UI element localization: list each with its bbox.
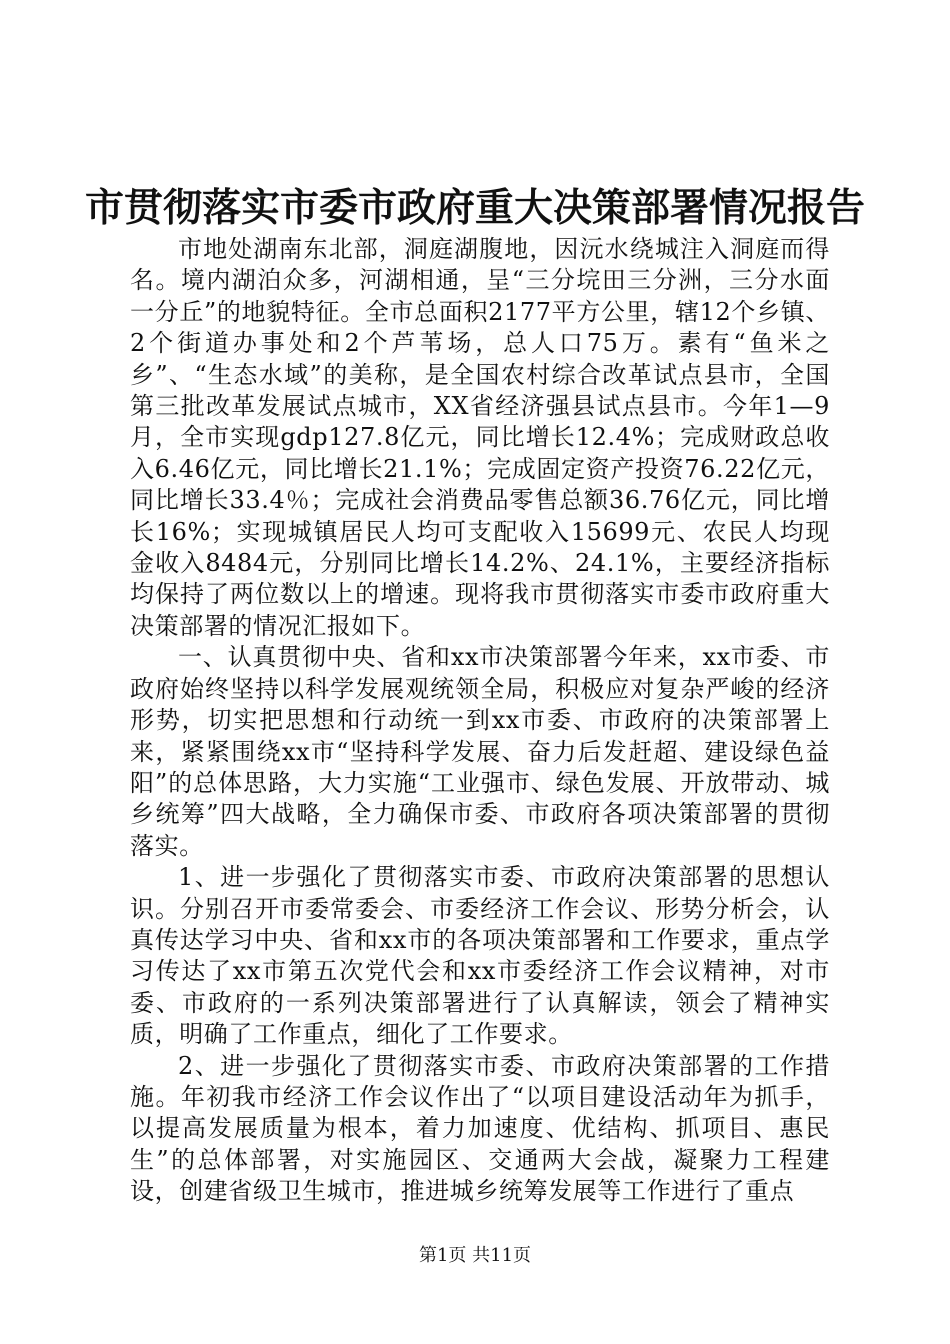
- paragraph-item-1: 1、进一步强化了贯彻落实市委、市政府决策部署的思想认识。分别召开市委常委会、市委经济工作会议、形势分析会，认真传达学习中央、省和xx市的各项决策部署和工作要求，重点学习传达了xx市第五次党代会和xx市委经济工作会议精神，对市委、市政府的一系列决策部署进行了认真解读，领会了精神实质，明确了工作重点，细化了工作要求。: [130, 863, 830, 1049]
- paragraph-item-2: 2、进一步强化了贯彻落实市委、市政府决策部署的工作措施。年初我市经济工作会议作出了“以项目建设活动年为抓手，以提高发展质量为根本，着力加速度、优结构、抓项目、惠民生”的总体部署，对实施园区、交通两大会战，凝聚力工程建设，创建省级卫生城市，推进城乡统筹发展等工作进行了重点: [130, 1051, 830, 1206]
- paragraph-intro: 市地处湖南东北部，洞庭湖腹地，因沅水绕城注入洞庭而得名。境内湖泊众多，河湖相通，呈“三分垸田三分洲，三分水面一分丘”的地貌特征。全市总面积2177平方公里，辖12个乡镇、2个街道办事处和2个芦苇场，总人口75万。素有“鱼米之乡”、“生态水域”的美称，是全国农村综合改革试点县市，全国第三批改革发展试点城市，XX省经济强县试点县市。今年1—9月，全市实现gdp127.8亿元，同比增长12.4%；完成财政总收入6.46亿元，同比增长21.1%；完成固定资产投资76.22亿元，同比增长33.4％；完成社会消费品零售总额36.76亿元，同比增长16%；实现城镇居民人均可支配收入15699元、农民人均现金收入8484元，分别同比增长14.2%、24.1%，主要经济指标均保持了两位数以上的增速。现将我市贯彻落实市委市政府重大决策部署的情况汇报如下。: [130, 235, 830, 640]
- document-body: [130, 234, 830, 1208]
- document-title: 市贯彻落实市委市政府重大决策部署情况报告: [84, 185, 865, 231]
- page-footer: 第1页 共11页: [418, 1245, 532, 1266]
- paragraph-section-1: 一、认真贯彻中央、省和xx市决策部署今年来，xx市委、市政府始终坚持以科学发展观统领全局，积极应对复杂严峻的经济形势，切实把思想和行动统一到xx市委、市政府的决策部署上来，紧紧围绕xx市“坚持科学发展、奋力后发赶超、建设绿色益阳”的总体思路，大力实施“工业强市、绿色发展、开放带动、城乡统筹”四大战略，全力确保市委、市政府各项决策部署的贯彻落实。: [130, 643, 830, 860]
